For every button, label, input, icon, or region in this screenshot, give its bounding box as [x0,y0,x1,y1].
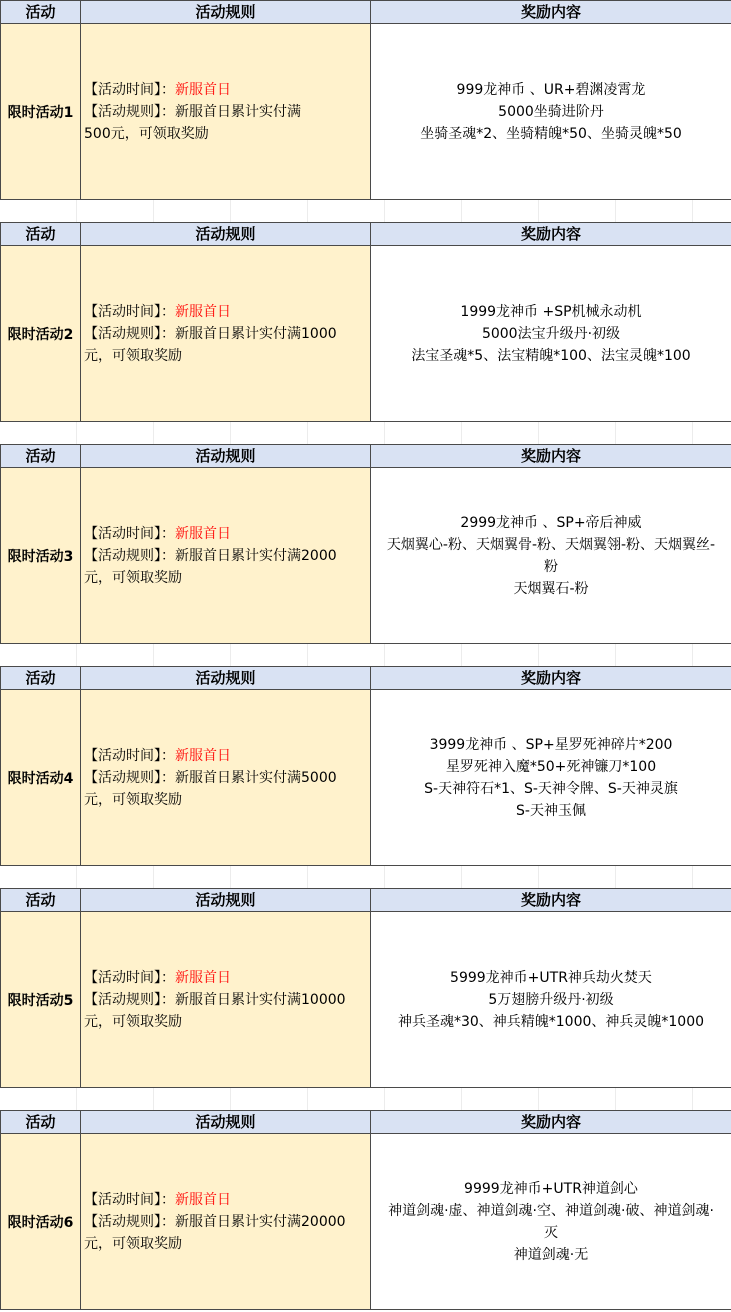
activity-table [0,222,731,422]
activity-block [0,0,731,200]
activity-name: 限时活动6 [1,1134,81,1310]
rule-time-value: 新服首日 [175,969,231,986]
activity-rule [81,246,371,422]
rule-rule-line [84,101,370,123]
spacer-grid [0,644,731,666]
spacer-grid [0,422,731,444]
rule-time-line [84,967,370,989]
reward-line: 9999龙神币+UTR神道剑心 [464,1180,638,1197]
table-header-row [1,889,731,912]
rule-text-2: 元，可领取奖励 [84,1013,182,1030]
header-rewards: 奖励内容 [371,1,731,24]
activity-name: 限时活动1 [1,24,81,200]
activity-name: 限时活动3 [1,468,81,644]
rule-rule-line [84,545,370,567]
rule-time-label: 【活动时间】： [84,525,175,542]
rule-text-2: 元，可领取奖励 [84,791,182,808]
table-row [1,1134,731,1310]
table-header-row [1,1111,731,1134]
spacer-grid [0,866,731,888]
reward-line: 粉 [544,558,558,575]
rule-time-line [84,301,370,323]
table-row [1,690,731,866]
reward-line: 1999龙神币 +SP机械永动机 [460,303,642,320]
rule-time-line [84,745,370,767]
table-header-row [1,223,731,246]
table-header-row [1,445,731,468]
activity-reward [371,246,731,422]
rule-rule-line [84,989,370,1011]
reward-line: 神兵圣魂*30、神兵精魄*1000、神兵灵魄*1000 [397,1013,705,1030]
reward-line: 2999龙神币 、SP+帝后神威 [460,514,642,531]
activity-table [0,0,731,200]
rule-time-label: 【活动时间】： [84,303,175,320]
activity-block [0,1110,731,1310]
reward-line: 5000法宝升级丹·初级 [481,325,621,342]
rule-text-1: 新服首日累计实付满20000 [175,1213,346,1230]
rule-rule-line [84,1211,370,1233]
activity-table [0,444,731,644]
rule-text-1: 新服首日累计实付满10000 [175,991,346,1008]
activity-table [0,888,731,1088]
activity-rule [81,912,371,1088]
header-rules: 活动规则 [81,445,371,468]
rule-rule-line [84,767,370,789]
reward-line: 神道剑魂·无 [513,1246,589,1263]
rule-rule-label: 【活动规则】： [84,103,175,120]
activity-name: 限时活动5 [1,912,81,1088]
rule-time-value: 新服首日 [175,1191,231,1208]
activity-block [0,444,731,644]
activity-reward [371,468,731,644]
rule-text-1: 新服首日累计实付满5000 [175,769,337,786]
activity-name: 限时活动2 [1,246,81,422]
header-rules: 活动规则 [81,889,371,912]
rule-rule-label: 【活动规则】： [84,1213,175,1230]
header-rewards: 奖励内容 [371,1111,731,1134]
header-rewards: 奖励内容 [371,667,731,690]
header-activity: 活动 [1,445,81,468]
reward-line: 999龙神币 、UR+碧渊凌霄龙 [456,81,646,98]
header-activity: 活动 [1,667,81,690]
activity-block [0,222,731,422]
spacer-grid [0,200,731,222]
rule-time-label: 【活动时间】： [84,747,175,764]
header-rewards: 奖励内容 [371,223,731,246]
activity-rule [81,24,371,200]
activity-name: 限时活动4 [1,690,81,866]
reward-line: 5000坐骑进阶丹 [498,103,604,120]
rule-text-2: 元，可领取奖励 [84,347,182,364]
table-row [1,912,731,1088]
activity-reward [371,1134,731,1310]
rule-time-label: 【活动时间】： [84,1191,175,1208]
rule-time-value: 新服首日 [175,525,231,542]
reward-line: 5万翅膀升级丹·初级 [488,991,614,1008]
activity-block [0,666,731,866]
rule-time-line [84,523,370,545]
header-activity: 活动 [1,1111,81,1134]
reward-line: 天烟翼心-粉、天烟翼骨-粉、天烟翼翎-粉、天烟翼丝- [386,536,716,553]
header-rules: 活动规则 [81,667,371,690]
rule-time-value: 新服首日 [175,81,231,98]
header-rules: 活动规则 [81,1111,371,1134]
activity-rule [81,690,371,866]
reward-line: 灭 [544,1224,558,1241]
header-activity: 活动 [1,1,81,24]
reward-line: 3999龙神币 、SP+星罗死神碎片*200 [429,736,673,753]
reward-line: S-天神玉佩 [516,802,586,819]
header-activity: 活动 [1,223,81,246]
table-header-row [1,1,731,24]
rule-text-1: 新服首日累计实付满 [175,103,301,120]
rule-time-label: 【活动时间】： [84,969,175,986]
rule-time-line [84,79,370,101]
rule-rule-line [84,323,370,345]
rule-rule-label: 【活动规则】： [84,325,175,342]
rule-rule-label: 【活动规则】： [84,547,175,564]
table-row [1,246,731,422]
reward-line: 5999龙神币+UTR神兵劫火焚天 [450,969,652,986]
rule-time-label: 【活动时间】： [84,81,175,98]
header-rewards: 奖励内容 [371,889,731,912]
header-rules: 活动规则 [81,223,371,246]
table-row [1,468,731,644]
reward-line: 天烟翼石-粉 [513,580,589,597]
reward-line: 神道剑魂·虚、神道剑魂·空、神道剑魂·破、神道剑魂· [388,1202,714,1219]
rule-time-value: 新服首日 [175,747,231,764]
header-rules: 活动规则 [81,1,371,24]
activity-reward [371,690,731,866]
reward-line: 法宝圣魂*5、法宝精魄*100、法宝灵魄*100 [411,347,691,364]
activity-block [0,888,731,1088]
rule-text-1: 新服首日累计实付满1000 [175,325,337,342]
rule-rule-label: 【活动规则】： [84,991,175,1008]
rule-text-1: 新服首日累计实付满2000 [175,547,337,564]
rule-time-value: 新服首日 [175,303,231,320]
rule-text-2: 元，可领取奖励 [84,1235,182,1252]
table-header-row [1,667,731,690]
rule-text-2: 500元，可领取奖励 [84,125,209,142]
reward-line: 坐骑圣魂*2、坐骑精魄*50、坐骑灵魄*50 [420,125,682,142]
reward-line: 星罗死神入魔*50+死神镰刀*100 [445,758,657,775]
reward-line: S-天神符石*1、S-天神令牌、S-天神灵旗 [424,780,678,797]
activity-rule [81,1134,371,1310]
activity-reward [371,24,731,200]
rule-text-2: 元，可领取奖励 [84,569,182,586]
spacer-grid [0,1088,731,1110]
activity-table [0,1110,731,1310]
rule-rule-label: 【活动规则】： [84,769,175,786]
activity-reward [371,912,731,1088]
activity-rule [81,468,371,644]
rule-time-line [84,1189,370,1211]
table-row [1,24,731,200]
header-rewards: 奖励内容 [371,445,731,468]
activity-table [0,666,731,866]
header-activity: 活动 [1,889,81,912]
